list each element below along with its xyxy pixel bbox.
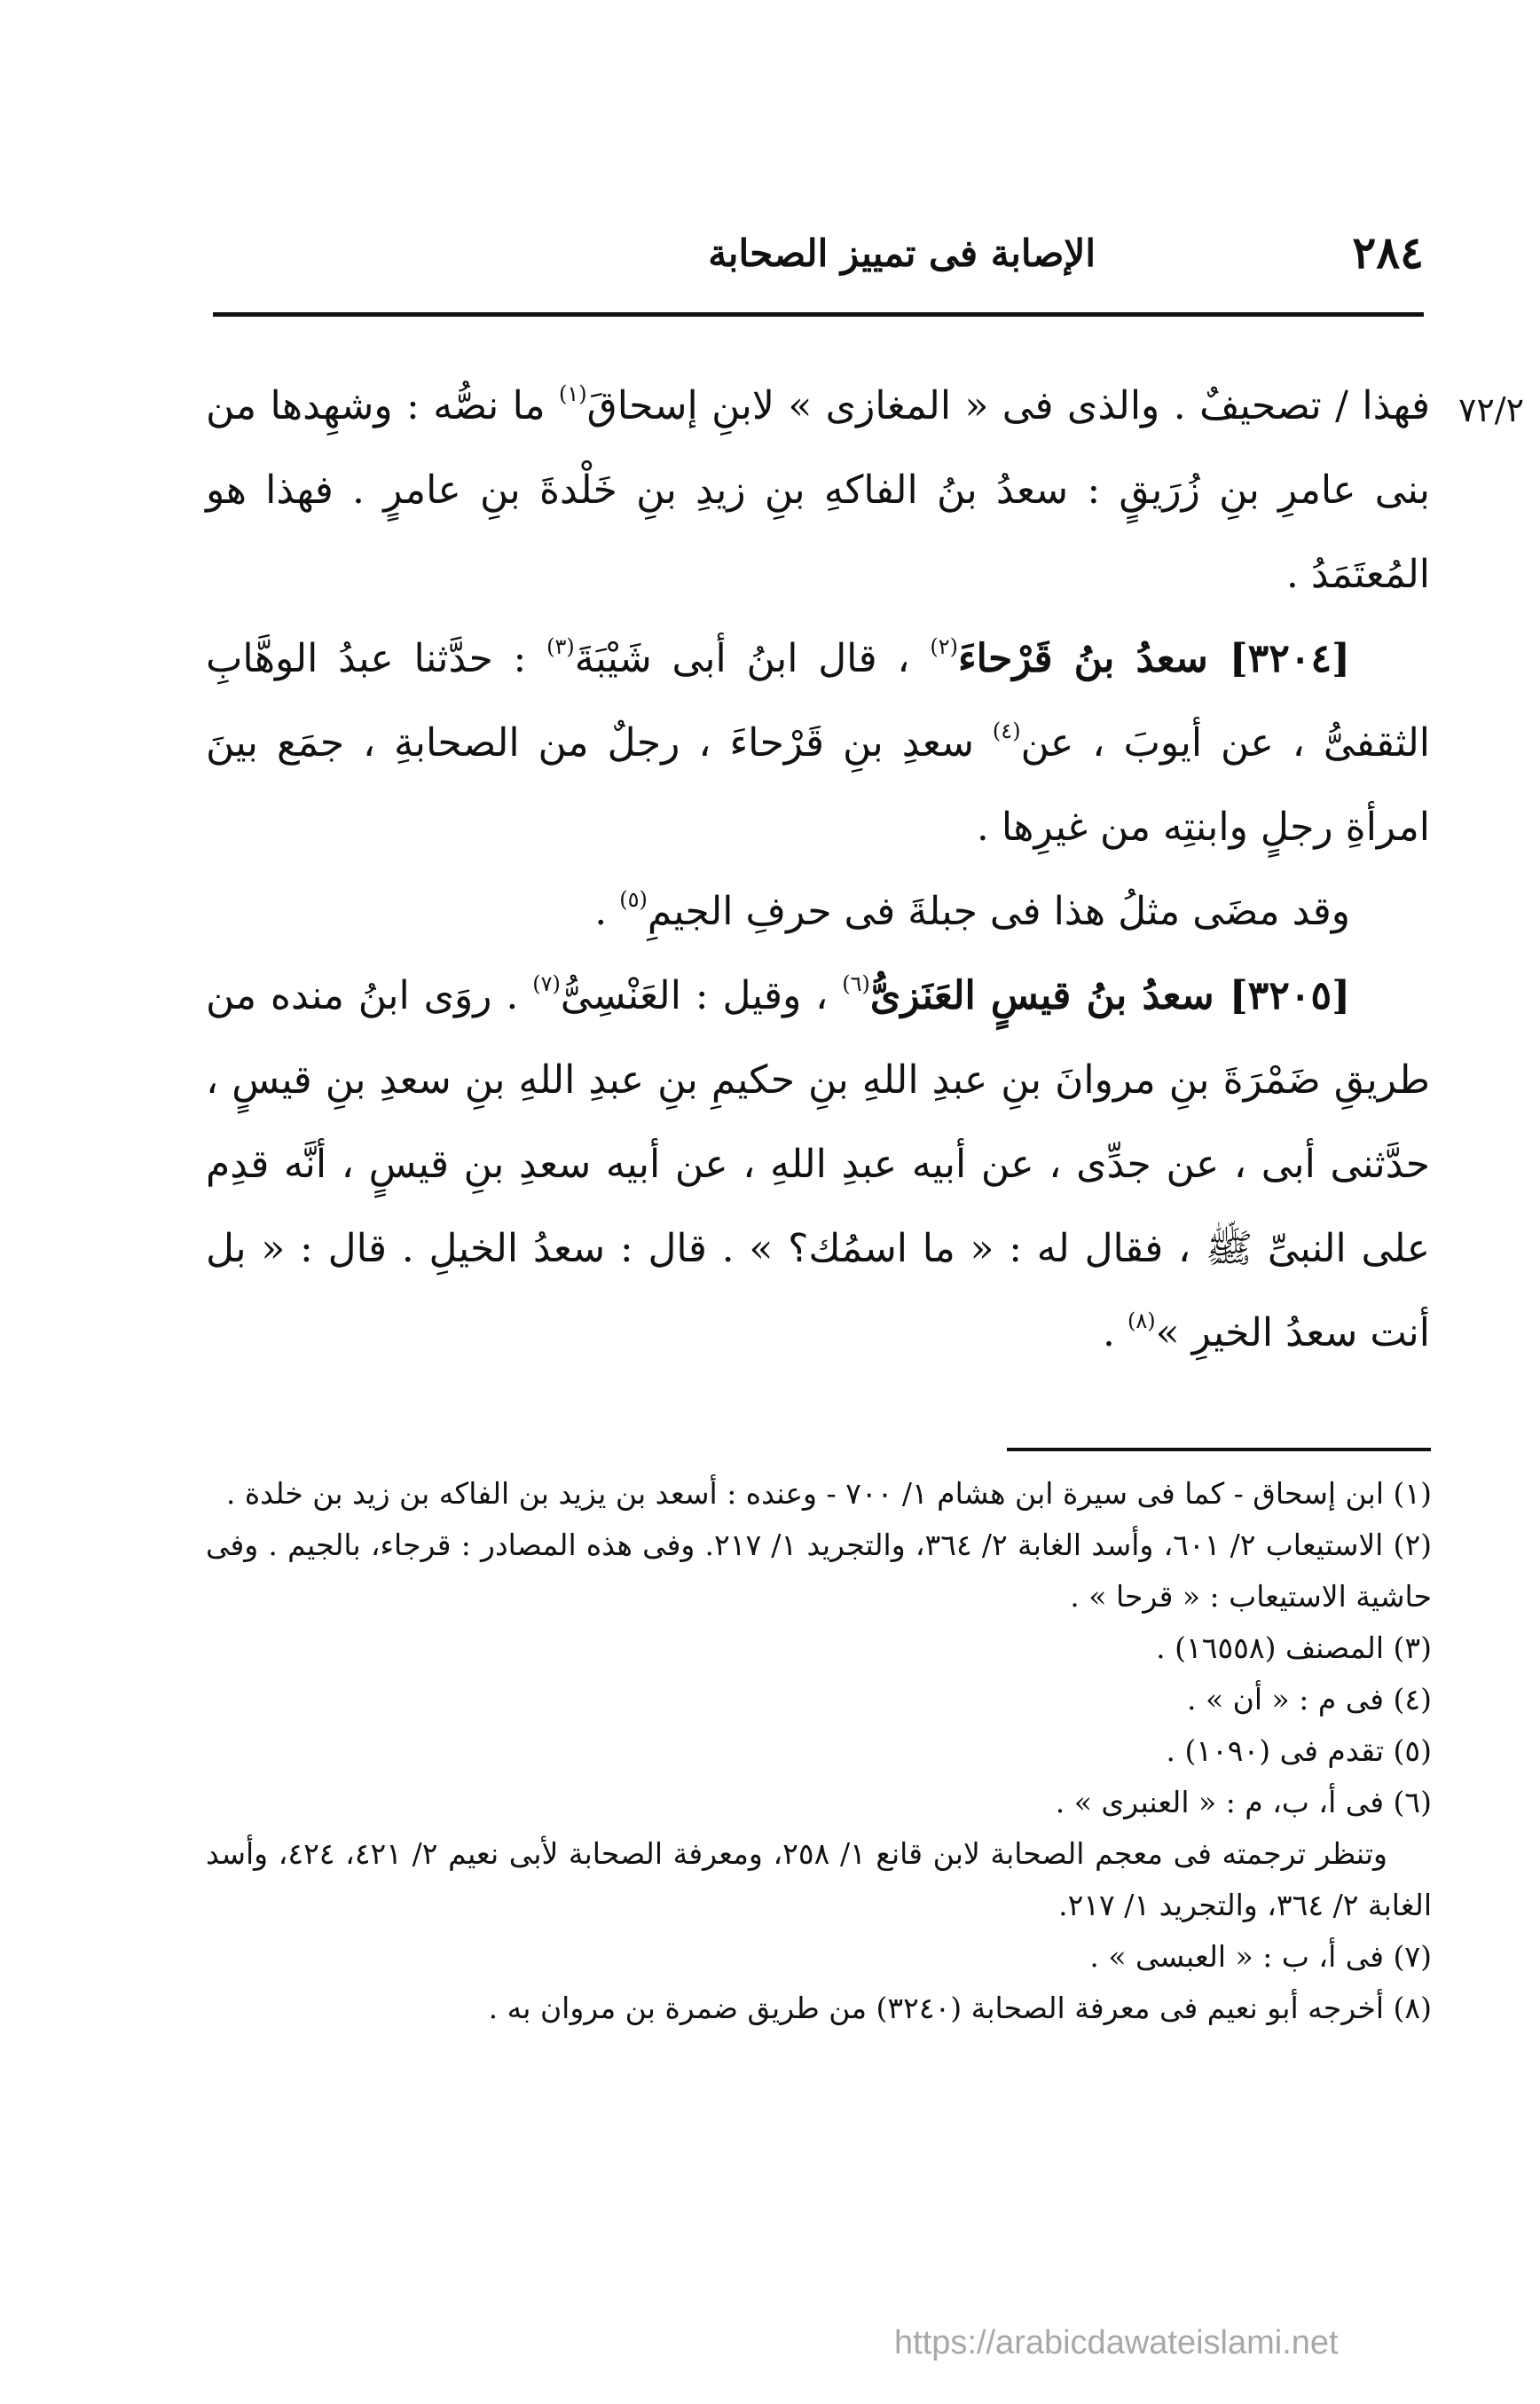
watermark-url: https://arabicdawateislami.net — [894, 2324, 1339, 2361]
footnote-marker: (٥) — [619, 887, 648, 912]
entry-3205: [٣٢٠٥] سعدُ بنُ قيسٍ العَنَزىُّ$^{(٦)}$ ، وقيل : العَنْسِىُّ$^{(٧)}$ . روَى ابنُ منده من طريقِ ضَمْرَةَ بنِ مروانَ بنِ عبدِ اللهِ بنِ حكيمِ بنِ عبدِ اللهِ بنِ سعدِ بنِ قيسٍ ، حدَّثنى أبى ، عن جدِّى ، عن أبيه عبدِ اللهِ ، عن أبيه سعدِ بنِ قيسٍ ، أنَّه قدِم على النبىِّ ﷺ ، فقال له : « ما اسمُك؟ » . قال : سعدُ الخيلِ . قال : « بل أنت سعدُ الخيرِ »$^{(٨)}$ . — [206, 971, 1430, 1355]
paragraph-jabala: وقد مضَى مثلُ هذا فى جبلةَ فى حرفِ الجيمِ$^{(٥)}$ . — [594, 887, 1350, 934]
footnote-separator — [1007, 1448, 1431, 1451]
footnote-6-continuation: وتنظر ترجمته فى معجم الصحابة لابن قانع ١/ ٢٥٨، ومعرفة الصحابة لأبى نعيم ٢/ ٤٢١، ٤٢٤، وأسد الغابة ٢/ ٣٦٤، والتجريد ١/ ٢١٧. — [206, 1836, 1432, 1922]
footnote-marker: (٣) — [546, 634, 575, 659]
footnote-8: (٨) أخرجه أبو نعيم فى معرفة الصحابة (٣٢٤٠) من طريق ضمرة بن مروان به . — [488, 1991, 1432, 2025]
footnotes — [206, 1468, 1432, 2034]
footnote-marker: (٤) — [992, 719, 1021, 743]
footnote-marker: (٨) — [1128, 1308, 1156, 1333]
entry-name: سعدُ بنُ قيسٍ العَنَزىُّ — [869, 973, 1230, 1018]
running-header — [213, 226, 1424, 297]
footnote-4: (٤) فى م : « أن » . — [1186, 1682, 1432, 1717]
page-number: ٢٨٤ — [1352, 226, 1424, 279]
main-text — [206, 364, 1430, 1375]
entry-3204: [٣٢٠٤] سعدُ بنُ قَرْحاءَ$^{(٢)}$ ، قال ابنُ أبى شَيْبَةَ$^{(٣)}$ : حدَّثنا عبدُ الوهَّابِ الثقفىُّ ، عن أيوبَ ، عن$^{(٤)}$ سعدِ بنِ قَرْحاءَ ، رجلٌ من الصحابةِ ، جمَع بينَ امرأةِ رجلٍ وابنتِه من غيرِها . — [206, 634, 1430, 850]
footnote-2: (٢) الاستيعاب ٢/ ٦٠١، وأسد الغابة ٢/ ٣٦٤، والتجريد ١/ ٢١٧. وفى هذه المصادر : قرجاء، بالجيم . وفى حاشية الاستيعاب : « قرحا » . — [206, 1528, 1433, 1614]
footnote-marker: (٦) — [842, 971, 870, 996]
margin-reference: ٧٢/٢ — [1458, 390, 1524, 429]
footnote-7: (٧) فى أ، ب : « العبسى » . — [1089, 1939, 1432, 1974]
running-title: الإصابة فى تمييز الصحابة — [708, 232, 1096, 275]
footnote-marker: (٢) — [930, 634, 958, 659]
footnote-marker: (١) — [559, 381, 587, 406]
paragraph-tashif: فهذا / تصحيفٌ . والذى فى « المغازى » لابنِ إسحاقَ$^{(١)}$ ما نصُّه : وشهِدها من بنى عامرِ بنِ زُرَيقٍ : سعدُ بنُ الفاكهِ بنِ زيدِ بنِ خَلْدةَ بنِ عامرٍ . فهذا هو المُعتَمَدُ . — [206, 381, 1430, 597]
entry-number: [٣٢٠٥] — [1229, 973, 1351, 1018]
footnote-6: (٦) فى أ، ب، م : « العنبرى » . — [1055, 1785, 1432, 1819]
entry-number: [٣٢٠٤] — [1229, 636, 1350, 681]
footnote-1: (١) ابن إسحاق - كما فى سيرة ابن هشام ١/ ٧٠٠ - وعنده : أسعد بن يزيد بن الفاكه بن زيد بن خلدة . — [225, 1476, 1432, 1511]
footnote-3: (٣) المصنف (١٦٥٥٨) . — [1156, 1630, 1432, 1665]
header-rule — [213, 312, 1424, 317]
footnote-5: (٥) تقدم فى (١٠٩٠) . — [1166, 1733, 1432, 1768]
entry-name: سعدُ بنُ قَرْحاءَ — [957, 636, 1230, 681]
footnote-marker: (٧) — [532, 971, 561, 996]
